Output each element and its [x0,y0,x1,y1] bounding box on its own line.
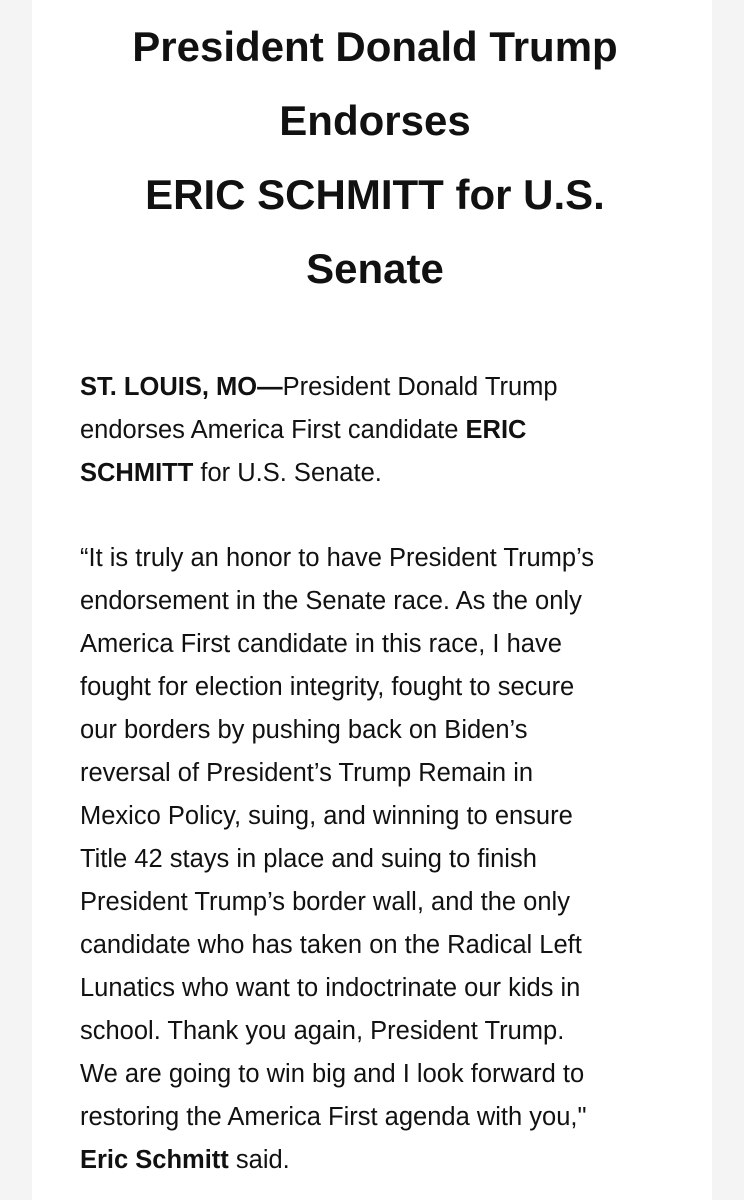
attribution-text: said. [228,1146,290,1174]
lead-text-2: endorses America First candidate [80,416,466,444]
headline [80,0,670,306]
headline-line-4: Senate [306,245,444,292]
lead-line-1 [80,366,670,409]
headline-line-2: Endorses [279,97,471,144]
headline-line-3: ERIC SCHMITT for U.S. [145,171,605,218]
lead-text-1: President Donald Trump [282,373,558,401]
quote-line: “It is truly an honor to have President Trump’s [80,544,595,572]
quote-line: reversal of President’s Trump Remain in [80,759,534,787]
press-release-page [32,0,712,1200]
quote-line: Lunatics who want to indoctrinate our kids in [80,974,581,1002]
press-release-content [80,0,670,1182]
candidate-name-part-2: SCHMITT [80,459,194,487]
quote-line: restoring the America First agenda with you," [80,1103,587,1131]
lead-line-2 [80,409,670,452]
quote-paragraph [80,537,670,1182]
quote-line: America First candidate in this race, I have [80,630,562,658]
quote-line: our borders by pushing back on Biden’s [80,716,528,744]
attribution-line [80,1139,670,1182]
dateline: ST. LOUIS, MO— [80,373,283,401]
quote-line: fought for election integrity, fought to secure [80,673,575,701]
headline-line-1: President Donald Trump [132,23,618,70]
quote-line: We are going to win big and I look forward to [80,1060,585,1088]
quote-line: Mexico Policy, suing, and winning to ensure [80,802,573,830]
lead-paragraph [80,366,670,495]
quote-line: President Trump’s border wall, and the only [80,888,570,916]
lead-text-3: for U.S. Senate. [193,459,382,487]
candidate-name-part-1: ERIC [465,416,527,444]
quote-line: candidate who has taken on the Radical Left [80,931,582,959]
lead-line-3 [80,452,670,495]
quote-line: Title 42 stays in place and suing to finish [80,845,537,873]
quote-line: school. Thank you again, President Trump. [80,1017,565,1045]
attribution-name: Eric Schmitt [80,1146,229,1174]
quote-line: endorsement in the Senate race. As the only [80,587,582,615]
